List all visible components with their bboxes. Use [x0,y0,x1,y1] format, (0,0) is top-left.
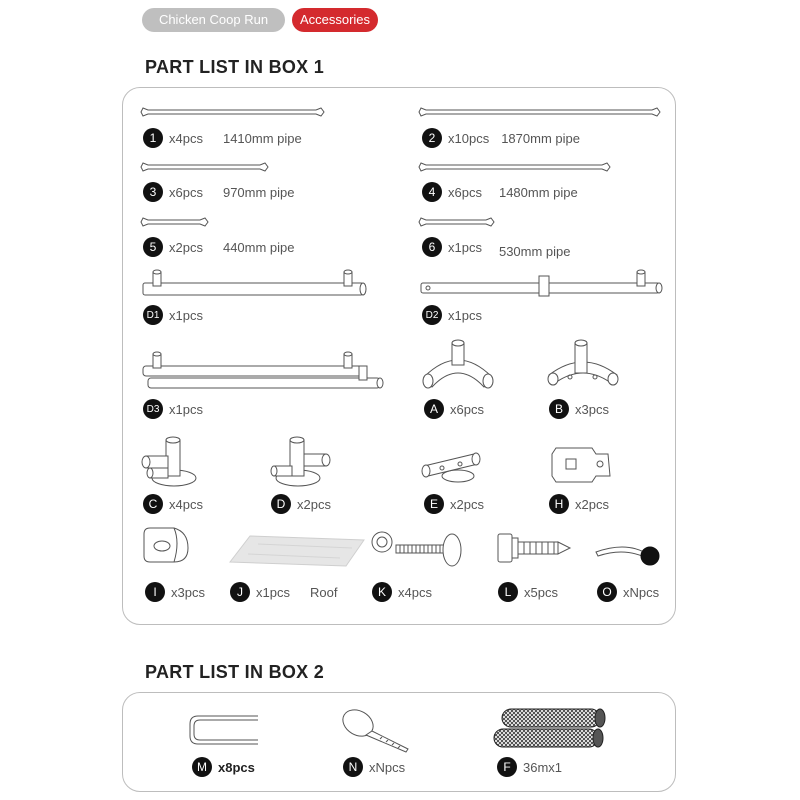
qty-a: x6pcs [450,401,484,417]
part-a [424,399,484,419]
badge-d2: D2 [422,305,442,325]
qty-1: x4pcs [169,130,203,146]
qty-6: x1pcs [448,239,482,255]
fitting-d-drawing [268,432,330,490]
badge-b: B [549,399,569,419]
qty-k: x4pcs [398,584,432,600]
box1-title: PART LIST IN BOX 1 [145,57,325,77]
badge-o: O [597,582,617,602]
badge-l: L [498,582,518,602]
d3-frame-drawing [140,350,390,392]
badge-6: 6 [422,237,442,257]
fitting-e-drawing [420,448,485,486]
desc-6: 530mm pipe [498,243,571,259]
pipe-1870-drawing [418,105,663,119]
tab-accessories[interactable]: Accessories [292,8,378,32]
desc-4: 1480mm pipe [498,184,578,200]
qty-b: x3pcs [575,401,609,417]
qty-i: x3pcs [171,584,205,600]
d1-frame-drawing [140,268,370,300]
qty-d1: x1pcs [169,307,203,323]
part-1 [143,128,302,148]
box2-title: PART LIST IN BOX 2 [145,662,325,682]
badge-d1: D1 [143,305,163,325]
badge-e: E [424,494,444,514]
part-l [498,582,558,602]
badge-m: M [192,757,212,777]
tie-o-drawing [594,540,664,572]
qty-h: x2pcs [575,496,609,512]
badge-5: 5 [143,237,163,257]
badge-j: J [230,582,250,602]
badge-c: C [143,494,163,514]
badge-k: K [372,582,392,602]
staple-m-drawing [188,712,260,748]
desc-3: 970mm pipe [222,184,295,200]
part-e [424,494,484,514]
part-d1 [143,305,203,325]
cable-tie-n-drawing [340,705,412,753]
part-j [230,582,337,602]
fitting-c-drawing [140,432,200,490]
bolt-k-drawing [368,528,464,574]
plate-h-drawing [548,444,612,486]
desc-1: 1410mm pipe [222,130,302,146]
fitting-a-drawing [420,337,498,397]
pipe-970-drawing [140,160,270,174]
qty-3: x6pcs [169,184,203,200]
part-m [192,757,255,777]
qty-5: x2pcs [169,239,203,255]
qty-d3: x1pcs [169,401,203,417]
qty-d: x2pcs [297,496,331,512]
qty-n: xNpcs [369,759,406,775]
qty-o: xNpcs [623,584,660,600]
clip-i-drawing [140,522,195,567]
part-n [343,757,405,777]
part-5 [143,237,295,257]
badge-d: D [271,494,291,514]
part-d2 [422,305,482,325]
qty-d2: x1pcs [448,307,482,323]
pipe-1480-drawing [418,160,613,174]
pipe-1410-drawing [140,105,330,119]
d2-frame-drawing [418,268,668,300]
part-3 [143,182,295,202]
desc-j: Roof [309,584,338,600]
part-2 [422,128,580,148]
badge-i: I [145,582,165,602]
qty-2: x10pcs [448,130,490,146]
qty-l: x5pcs [524,584,558,600]
badge-h: H [549,494,569,514]
part-h [549,494,609,514]
desc-2: 1870mm pipe [501,130,580,146]
part-c [143,494,203,514]
roof-j-drawing [228,530,368,570]
qty-e: x2pcs [450,496,484,512]
part-4 [422,182,578,202]
part-d [271,494,331,514]
badge-d3: D3 [143,399,163,419]
part-d3 [143,399,203,419]
badge-a: A [424,399,444,419]
qty-f: 36mx1 [523,759,563,775]
fitting-b-drawing [545,337,623,397]
part-6 [422,237,571,257]
part-f [497,757,562,777]
screw-l-drawing [494,528,574,570]
tab-chicken-coop-run[interactable]: Chicken Coop Run [142,8,285,32]
pipe-530-drawing [418,215,498,229]
badge-f: F [497,757,517,777]
badge-1: 1 [143,128,163,148]
qty-m: x8pcs [218,759,255,775]
badge-n: N [343,757,363,777]
badge-3: 3 [143,182,163,202]
qty-j: x1pcs [256,584,290,600]
part-k [372,582,432,602]
qty-c: x4pcs [169,496,203,512]
badge-4: 4 [422,182,442,202]
pipe-440-drawing [140,215,210,229]
part-i [145,582,205,602]
part-b [549,399,609,419]
mesh-roll-f-drawing [490,705,610,757]
badge-2: 2 [422,128,442,148]
part-o [597,582,659,602]
qty-4: x6pcs [448,184,482,200]
desc-5: 440mm pipe [222,239,295,255]
